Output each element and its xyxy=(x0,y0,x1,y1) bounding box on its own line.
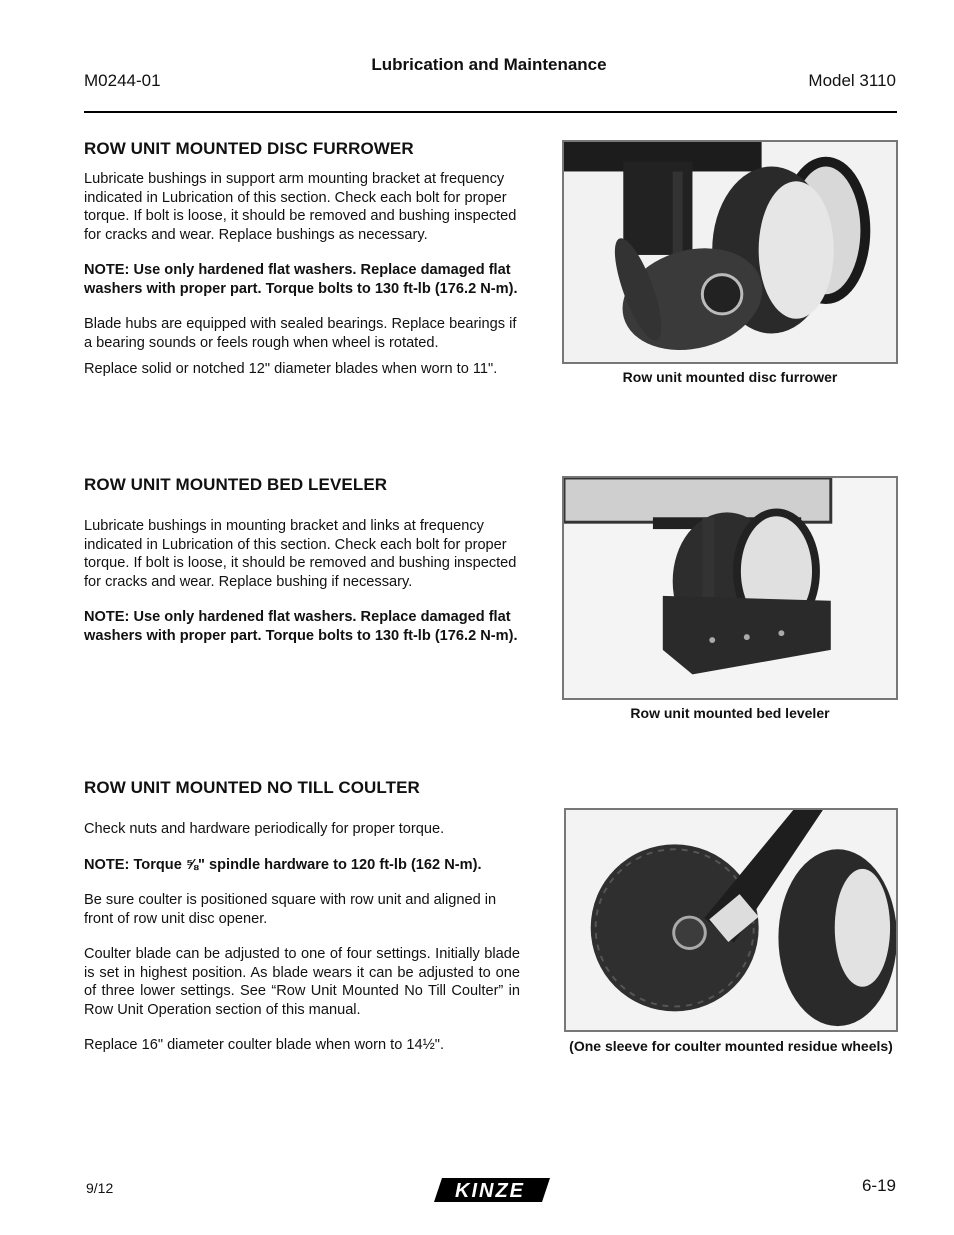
note-paragraph: NOTE: Use only hardened flat washers. Replace damaged flat washers with proper part. Torque bolts to 130 ft-lb (176.2 N-m). xyxy=(84,609,518,644)
section-heading-bed-leveler: ROW UNIT MOUNTED BED LEVELER xyxy=(84,475,388,494)
photo-no-till-coulter xyxy=(564,808,898,1032)
note-paragraph: NOTE: Torque ⅝" spindle hardware to 120 ft-lb (162 N-m). xyxy=(84,856,482,873)
kinze-logo xyxy=(428,1172,552,1208)
section-body-disc-furrower xyxy=(84,170,524,396)
paragraph: Replace 16" diameter coulter blade when worn to 14½". xyxy=(84,1037,445,1053)
note-paragraph: NOTE: Use only hardened flat washers. Replace damaged flat washers with proper part. Torque bolts to 130 ft-lb (176.2 N-m). xyxy=(84,262,518,297)
paragraph: Be sure coulter is positioned square with row unit and aligned in front of row unit disc opener. xyxy=(84,892,497,927)
document-number: M0244-01 xyxy=(84,71,161,90)
photo-caption-bed-leveler: Row unit mounted bed leveler xyxy=(630,705,830,721)
section-body-bed-leveler xyxy=(84,517,524,662)
section-heading-no-till-coulter: ROW UNIT MOUNTED NO TILL COULTER xyxy=(84,778,420,797)
revision-date: 9/12 xyxy=(86,1180,114,1196)
paragraph: Replace solid or notched 12" diameter blades when worn to 11". xyxy=(84,361,498,377)
photo-caption-disc-furrower: Row unit mounted disc furrower xyxy=(622,369,838,385)
paragraph: Blade hubs are equipped with sealed bearings. Replace bearings if a bearing sounds or feels rough when wheel is rotated. xyxy=(84,316,517,351)
section-body-no-till-coulter xyxy=(84,820,520,1072)
paragraph: Lubricate bushings in support arm mounting bracket at frequency indicated in Lubrication of this section. Check each bolt for proper torque. If bolt is loose, it should be removed and bushing inspected for cracks and wear. Replace bushings as necessary. xyxy=(84,171,517,243)
section-heading-disc-furrower: ROW UNIT MOUNTED DISC FURROWER xyxy=(84,139,414,158)
paragraph: Coulter blade can be adjusted to one of four settings. Initially blade is set in highest position. As blade wears it can be adjusted to one of three lower settings. See “Row Unit Mounted No Till Coulter” in Row Unit Operation section of this manual. xyxy=(84,946,520,1018)
running-section-title: Lubrication and Maintenance xyxy=(371,55,607,74)
photo-bed-leveler xyxy=(562,476,898,700)
model-label: Model 3110 xyxy=(808,71,896,90)
photo-disc-furrower xyxy=(562,140,898,364)
paragraph: Lubricate bushings in mounting bracket and links at frequency indicated in Lubrication of this section. Check each bolt for proper torque. If bolt is loose, it should be removed and bushing inspected for cracks and wear. Replace bushing if necessary. xyxy=(84,518,517,590)
page-number: 6-19 xyxy=(861,1176,896,1195)
photo-caption-no-till-coulter: (One sleeve for coulter mounted residue wheels) xyxy=(569,1038,893,1054)
paragraph: Check nuts and hardware periodically for proper torque. xyxy=(84,821,445,837)
logo-text: KINZE xyxy=(455,1180,525,1202)
header-rule xyxy=(84,111,897,113)
